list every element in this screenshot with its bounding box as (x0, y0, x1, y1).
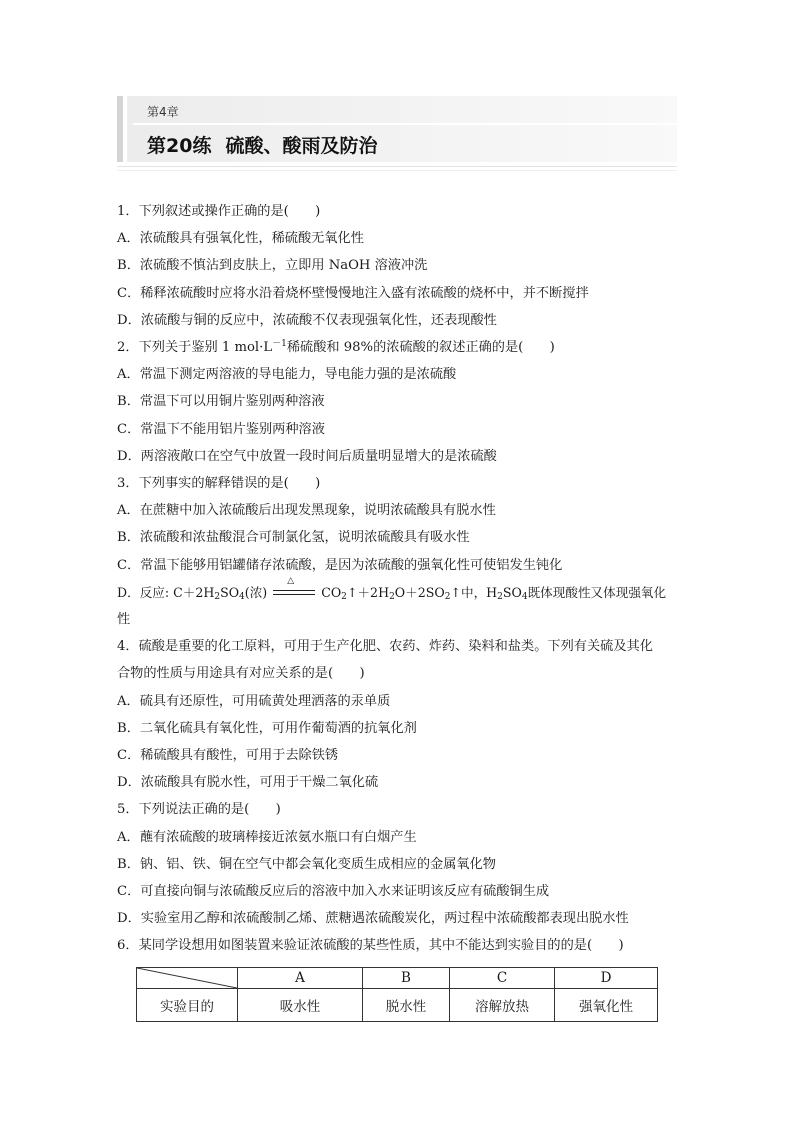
table-row-label: 实验目的 (137, 989, 238, 1022)
chapter-header (117, 96, 677, 162)
experiment-table (136, 967, 658, 1022)
q2-option-c: C．常温下不能用铝片鉴别两种溶液 (117, 421, 325, 437)
q1-option-b: B．浓硫酸不慎沾到皮肤上，立即用 NaOH 溶液冲洗 (117, 258, 428, 274)
q3d-text: CO (321, 584, 342, 600)
table-cell: 溶解放热 (450, 989, 555, 1022)
exercise-number: 第20练 (147, 135, 212, 157)
table-header-cell: B (363, 968, 450, 989)
q5-option-d: D．实验室用乙醇和浓硫酸制乙烯、蔗糖遇浓硫酸炭化，两过程中浓硫酸都表现出脱水性 (117, 911, 629, 927)
q2-option-a: A．常温下测定两溶液的导电能力，导电能力强的是浓硫酸 (117, 367, 457, 383)
q1-option-a: A．浓硫酸具有强氧化性，稀硫酸无氧化性 (117, 231, 364, 247)
header-accent-bar (117, 96, 123, 162)
question-list (117, 198, 679, 960)
table-row (137, 989, 658, 1022)
q3-option-a: A．在蔗糖中加入浓硫酸后出现发黑现象，说明浓硫酸具有脱水性 (117, 503, 496, 519)
q3d-sub: 2 (444, 591, 451, 602)
table-header-cell: D (555, 968, 658, 989)
table-cell: 吸水性 (238, 989, 363, 1022)
heat-triangle-icon: △ (287, 576, 295, 587)
diagonal-corner-cell (137, 968, 238, 989)
q2-option-b: B．常温下可以用铜片鉴别两种溶液 (117, 394, 325, 410)
table-header-cell: C (450, 968, 555, 989)
q2-option-d: D．两溶液敞口在空气中放置一段时间后质量明显增大的是浓硫酸 (117, 448, 497, 464)
q5-option-b: B．钠、铝、铁、铜在空气中都会氧化变质生成相应的金属氧化物 (117, 856, 496, 872)
q4-option-a: A．硫具有还原性，可用硫黄处理洒落的汞单质 (117, 693, 391, 709)
q1-option-c: C．稀释浓硫酸时应将水沿着烧杯壁慢慢地注入盛有浓硫酸的烧杯中，并不断搅拌 (117, 285, 589, 301)
diagonal-line-icon (137, 968, 237, 988)
q3-option-c: C．常温下能够用铝罐储存浓硫酸，是因为浓硫酸的强氧化性可使铝发生钝化 (117, 557, 563, 573)
chapter-label: 第4章 (147, 105, 179, 119)
q3-option-d-cont: 性 (117, 612, 131, 628)
q5-option-c: C．可直接向铜与浓硫酸反应后的溶液中加入水来证明该反应有硫酸铜生成 (117, 884, 550, 900)
q3-option-b: B．浓硫酸和浓盐酸混合可制氯化氢，说明浓硫酸具有吸水性 (117, 530, 470, 546)
table-header-cell: A (238, 968, 363, 989)
table-cell: 强氧化性 (555, 989, 658, 1022)
q1-stem: 1．下列叙述或操作正确的是( ) (117, 204, 321, 219)
q6-stem: 6．某同学设想用如图装置来验证浓硫酸的某些性质，其中不能达到实验目的的是( ) (117, 938, 624, 954)
page-title (147, 131, 377, 158)
q2-stem-pre: 2．下列关于鉴别 1 mol·L (117, 340, 273, 356)
q3-stem: 3．下列事实的解释错误的是( ) (117, 476, 321, 492)
table-cell: 脱水性 (363, 989, 450, 1022)
q3d-text: (浓) (244, 584, 268, 600)
q4-stem-line2: 合物的性质与用途具有对应关系的是( ) (117, 666, 365, 682)
q2-stem-sup: －1 (272, 339, 287, 350)
q2-stem (117, 334, 679, 361)
q1-option-d: D．浓硫酸与铜的反应中，浓硫酸不仅表现强氧化性，还表现酸性 (117, 312, 497, 328)
header-rule-secondary (117, 170, 677, 171)
q3d-text: SO (502, 584, 522, 600)
header-divider (133, 123, 677, 125)
q3d-sub: 2 (214, 591, 221, 602)
q3d-text: O＋2SO (394, 584, 445, 600)
q3d-text: SO (220, 584, 240, 600)
q3d-sub: 4 (521, 591, 528, 602)
q3d-text: ↑中，H (450, 584, 498, 600)
table-header-row (137, 968, 658, 989)
q5-stem: 5．下列说法正确的是( ) (117, 802, 281, 818)
q3-option-d (117, 576, 679, 606)
q3d-text: D．反应: C＋2H (117, 584, 215, 600)
q2-stem-post: 稀硫酸和 98%的浓硫酸的叙述正确的是( ) (286, 340, 555, 356)
q3d-sub: 4 (239, 591, 245, 602)
q3d-text: ↑＋2H (346, 584, 390, 600)
q3d-sub: 2 (497, 591, 503, 602)
q3d-sub: 2 (341, 591, 347, 602)
q3d-text: 既体现酸性又体现强氧化 (527, 584, 667, 600)
q4-stem-line1: 4．硫酸是重要的化工原料，可用于生产化肥、农药、炸药、染料和盐类。下列有关硫及其化 (117, 639, 653, 655)
exercise-title: 硫酸、酸雨及防治 (225, 135, 378, 157)
q3d-sub: 2 (389, 591, 395, 602)
heating-equals-sign (273, 576, 315, 599)
q4-option-b: B．二氧化硫具有氧化性，可用作葡萄酒的抗氧化剂 (117, 720, 417, 736)
header-rule (117, 166, 677, 167)
q4-option-d: D．浓硫酸具有脱水性，可用于干燥二氧化硫 (117, 775, 379, 791)
q5-option-a: A．蘸有浓硫酸的玻璃棒接近浓氨水瓶口有白烟产生 (117, 829, 417, 845)
q4-option-c: C．稀硫酸具有酸性，可用于去除铁锈 (117, 748, 339, 764)
